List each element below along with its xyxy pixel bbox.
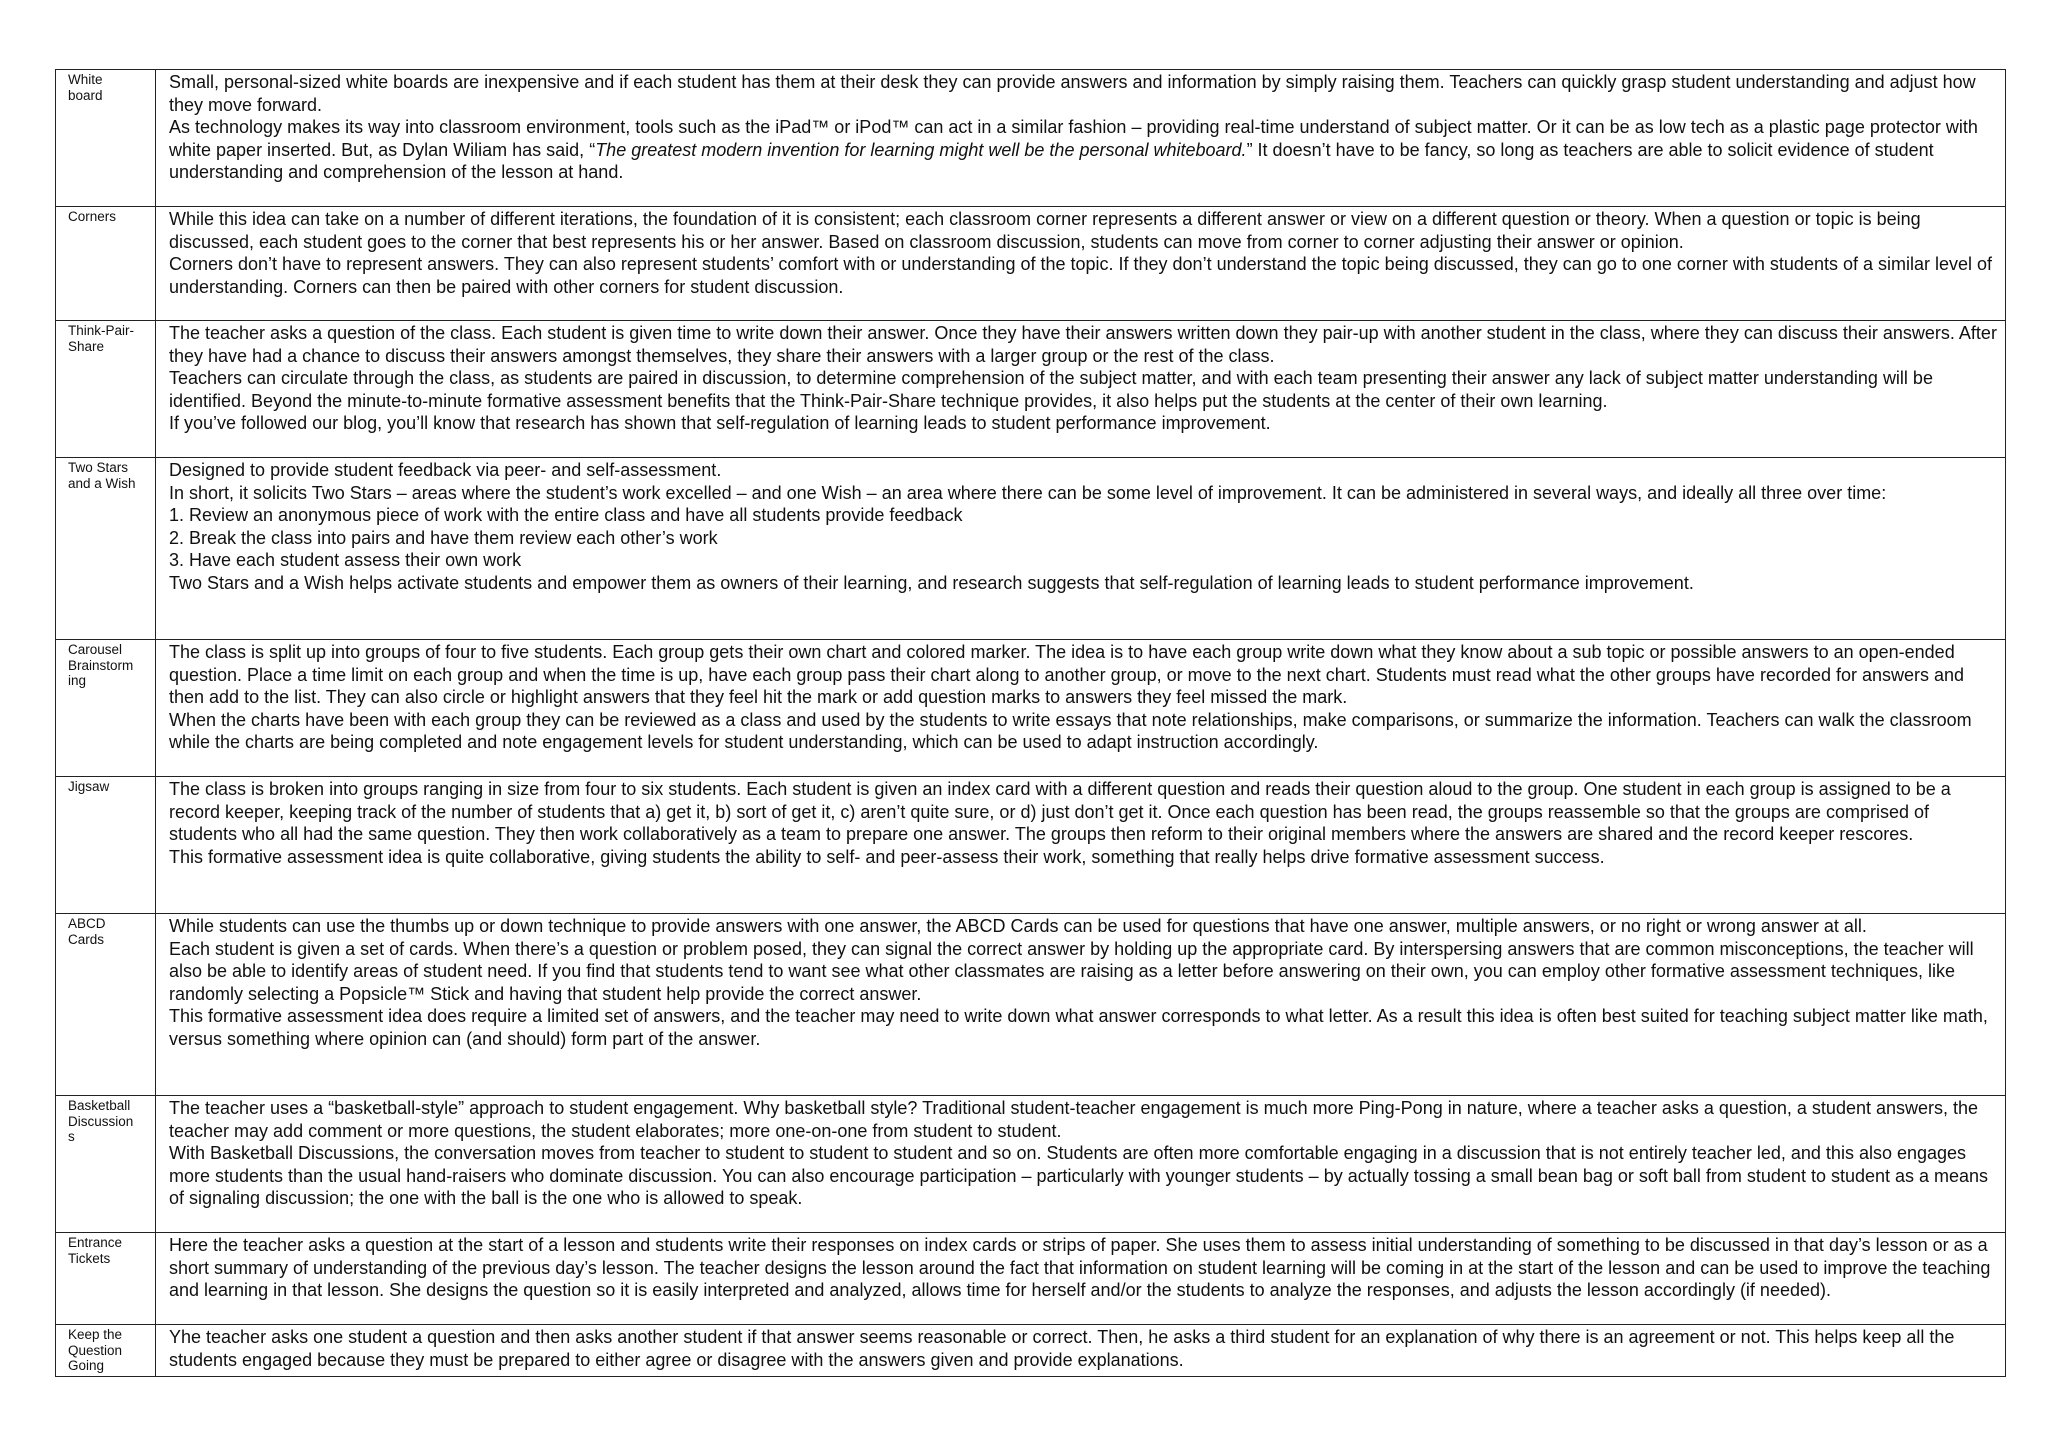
strategy-name bbox=[56, 70, 156, 207]
strategy-name-line: ing bbox=[68, 673, 87, 688]
description-paragraph: Yhe teacher asks one student a question and then asks another student if that answer seems reasonable or correct. Then, he asks a third student for an explanation of why there is an agreement or not. This helps keep all the students engaged because they must be prepared to either agree or disagree with the answers given and provide explanations. bbox=[169, 1327, 1955, 1370]
strategy-name bbox=[56, 1096, 156, 1233]
description-paragraph: Two Stars and a Wish helps activate students and empower them as owners of their learning, and research suggests that self-regulation of learning leads to student performance improvement. bbox=[169, 572, 1694, 593]
description-paragraph: This formative assessment idea is quite collaborative, giving students the ability to self- and peer-assess their work, something that really helps drive formative assessment success. bbox=[169, 846, 1605, 867]
strategy-description bbox=[156, 1096, 2006, 1233]
strategy-description bbox=[156, 1325, 2006, 1377]
description-paragraph: The class is broken into groups ranging in size from four to six students. Each student is given an index card with a different question and reads their question aloud to the group. One student in each group is assigned to be a record keeper, keeping track of the number of students that a) get it, b) sort of get it, c) aren’t quite sure, or d) just don’t get it. Once each question has been read, the groups reassemble so that the groups are comprised of students who all had the same question. They then work collaboratively as a team to prepare one answer. The groups then reform to their original members where the answers are shared and the record keeper rescores. bbox=[169, 779, 1951, 845]
description-paragraph: The teacher asks a question of the class. Each student is given time to write down their answer. Once they have their answers written down they pair-up with another student in the class, where they can discuss their answers. After they have had a chance to discuss their answers amongst themselves, they share their answers with a larger group or the rest of the class. bbox=[169, 323, 1997, 366]
table-row bbox=[56, 914, 2006, 1096]
strategy-name-line: Think-Pair- bbox=[68, 323, 135, 338]
strategy-name bbox=[56, 914, 156, 1096]
strategy-name-line: ABCD bbox=[68, 916, 106, 931]
paragraph-text: ” It doesn’t have to be fancy, so long as teachers are able to solicit evidence of student understanding and comprehension of the lesson at hand. bbox=[169, 139, 1934, 183]
strategy-name bbox=[56, 777, 156, 914]
quote-text: The greatest modern invention for learning might well be the personal whiteboard. bbox=[595, 139, 1247, 160]
table-row bbox=[56, 70, 2006, 207]
strategy-name-line: s bbox=[68, 1129, 75, 1144]
table-row bbox=[56, 1233, 2006, 1325]
strategy-name-line: Going bbox=[68, 1358, 105, 1373]
strategy-name-line: board bbox=[68, 87, 103, 103]
strategy-name-line: White bbox=[68, 72, 103, 87]
strategy-name-line: Question bbox=[68, 1342, 123, 1358]
strategy-name-line: and a Wish bbox=[68, 475, 136, 491]
table-row bbox=[56, 640, 2006, 777]
description-paragraph: Small, personal-sized white boards are inexpensive and if each student has them at their desk they can provide answers and information by simply raising them. Teachers can quickly grasp student understanding and adjust how they move forward. bbox=[169, 72, 1976, 115]
strategy-name-line: Discussion bbox=[68, 1113, 134, 1129]
strategy-description bbox=[156, 321, 2006, 458]
strategy-name bbox=[56, 207, 156, 321]
description-paragraph: The class is split up into groups of four to five students. Each group gets their own chart and colored marker. The idea is to have each group write down what they know about a sub topic or possible answers to an open-ended question. Place a time limit on each group and when the time is up, have each group pass their chart along to another group, or move to the next chart. Students must read what the other groups have recorded for answers and then add to the list. They can also circle or highlight answers that they feel hit the mark or add question marks to answers they feel missed the mark. bbox=[169, 642, 1965, 708]
strategy-description bbox=[156, 207, 2006, 321]
strategy-name bbox=[56, 1325, 156, 1377]
description-paragraph: Each student is given a set of cards. When there’s a question or problem posed, they can signal the correct answer by holding up the appropriate card. By interspersing answers that are common misconceptions, the teacher will also be able to identify areas of student need. If you find that students tend to want see what other classmates are raising as a letter before answering on their own, you can employ other formative assessment techniques, like randomly selecting a Popsicle™ Stick and having that student help provide the correct answer. bbox=[169, 938, 1974, 1004]
paragraph-text: As technology makes its way into classroom environment, tools such as the iPad™ or iPod™ can act in a similar fashion – providing real-time understand of subject matter. Or it can be as low tech as a plastic page protector with white paper inserted. But, as Dylan Wiliam has said, “ bbox=[169, 117, 1978, 160]
strategy-description bbox=[156, 777, 2006, 914]
description-paragraph: While students can use the thumbs up or down technique to provide answers with one answer, the ABCD Cards can be used for questions that have one answer, multiple answers, or no right or wrong answer at all. bbox=[169, 916, 1867, 936]
strategy-description bbox=[156, 1233, 2006, 1325]
list-item: 3. Have each student assess their own work bbox=[169, 550, 522, 571]
strategy-description bbox=[156, 640, 2006, 777]
strategy-description bbox=[156, 914, 2006, 1096]
description-paragraph: Designed to provide student feedback via peer- and self-assessment. bbox=[169, 460, 722, 480]
strategy-name-line: Keep the bbox=[68, 1327, 123, 1342]
strategy-description bbox=[156, 458, 2006, 640]
strategy-name-line: Carousel bbox=[68, 642, 123, 657]
table-row bbox=[56, 458, 2006, 640]
strategy-name bbox=[56, 1233, 156, 1325]
strategy-name-line: Brainstorm bbox=[68, 657, 134, 673]
table-row bbox=[56, 777, 2006, 914]
strategy-name-line: Jigsaw bbox=[68, 779, 110, 794]
table-row bbox=[56, 1325, 2006, 1377]
strategy-name bbox=[56, 640, 156, 777]
table-row bbox=[56, 1096, 2006, 1233]
description-paragraph bbox=[169, 116, 1997, 184]
description-paragraph: This formative assessment idea does require a limited set of answers, and the teacher may need to write down what answer corresponds to what letter. As a result this idea is often best suited for teaching subject matter like math, versus something where opinion can (and should) form part of the answer. bbox=[169, 1006, 1988, 1049]
strategy-description bbox=[156, 70, 2006, 207]
description-paragraph: Teachers can circulate through the class, as students are paired in discussion, to determine comprehension of the subject matter, and with each team presenting their answer any lack of subject matter understanding will be identified. Beyond the minute-to-minute formative assessment benefits that the Think-Pair-Share technique provides, it also helps put the students at the center of their own learning. bbox=[169, 368, 1933, 411]
description-paragraph: When the charts have been with each group they can be reviewed as a class and used by the students to write essays that note relationships, make comparisons, or summarize the information. Teachers can walk the classroom while the charts are being completed and note engagement levels for student understanding, which can be used to adapt instruction accordingly. bbox=[169, 709, 1972, 753]
table-row bbox=[56, 207, 2006, 321]
table-row bbox=[56, 321, 2006, 458]
description-paragraph: While this idea can take on a number of different iterations, the foundation of it is consistent; each classroom corner represents a different answer or view on a different question or theory. When a question or topic is being discussed, each student goes to the corner that best represents his or her answer. Based on classroom discussion, students can move from corner to corner adjusting their answer or opinion. bbox=[169, 209, 1921, 252]
description-paragraph: With Basketball Discussions, the conversation moves from teacher to student to student to student and so on. Students are often more comfortable engaging in a discussion that is not entirely teacher led, and this also engages more students than the usual hand-raisers who dominate discussion. You can also encourage participation – particularly with younger students – by actually tossing a small bean bag or soft ball from student to student as a means of signaling discussion; the one with the ball is the one who is allowed to speak. bbox=[169, 1143, 1989, 1209]
description-paragraph: Corners don’t have to represent answers. They can also represent students’ comfort with or understanding of the topic. If they don’t understand the topic being discussed, they can go to one corner with students of a similar level of understanding. Corners can then be paired with other corners for student discussion. bbox=[169, 254, 1993, 297]
list-item: 2. Break the class into pairs and have them review each other’s work bbox=[169, 527, 718, 548]
description-paragraph: In short, it solicits Two Stars – areas where the student’s work excelled – and one Wish – an area where there can be some level of improvement. It can be administered in several ways, and ideally all three over time: bbox=[169, 482, 1887, 503]
strategy-name-line: Cards bbox=[68, 931, 105, 947]
strategy-name-line: Basketball bbox=[68, 1098, 131, 1113]
strategy-name-line: Tickets bbox=[68, 1250, 111, 1266]
description-paragraph: The teacher uses a “basketball-style” approach to student engagement. Why basketball style? Traditional student-teacher engagement is much more Ping-Pong in nature, where a teacher asks a question, a student answers, the teacher may add comment or more questions, the student elaborates; more one-on-one from student to student. bbox=[169, 1098, 1979, 1141]
strategy-name-line: Corners bbox=[68, 209, 117, 224]
strategy-name bbox=[56, 321, 156, 458]
strategy-name-line: Share bbox=[68, 338, 105, 354]
strategy-name-line: Entrance bbox=[68, 1235, 123, 1250]
list-item: 1. Review an anonymous piece of work with the entire class and have all students provide feedback bbox=[169, 505, 963, 526]
description-paragraph: If you’ve followed our blog, you’ll know that research has shown that self-regulation of learning leads to student performance improvement. bbox=[169, 413, 1271, 434]
strategies-table bbox=[55, 69, 2006, 1377]
strategy-name-line: Two Stars bbox=[68, 460, 129, 475]
description-paragraph: Here the teacher asks a question at the start of a lesson and students write their responses on index cards or strips of paper. She uses them to assess initial understanding of something to be discussed in that day’s lesson or as a short summary of understanding of the previous day’s lesson. The teacher designs the lesson around the fact that information on student learning will be coming in at the start of the lesson and can be used to improve the teaching and learning in that lesson. She designs the question so it is easily interpreted and analyzed, allows time for herself and/or the students to analyze the responses, and adjusts the lesson accordingly (if needed). bbox=[169, 1235, 1991, 1301]
strategy-name bbox=[56, 458, 156, 640]
